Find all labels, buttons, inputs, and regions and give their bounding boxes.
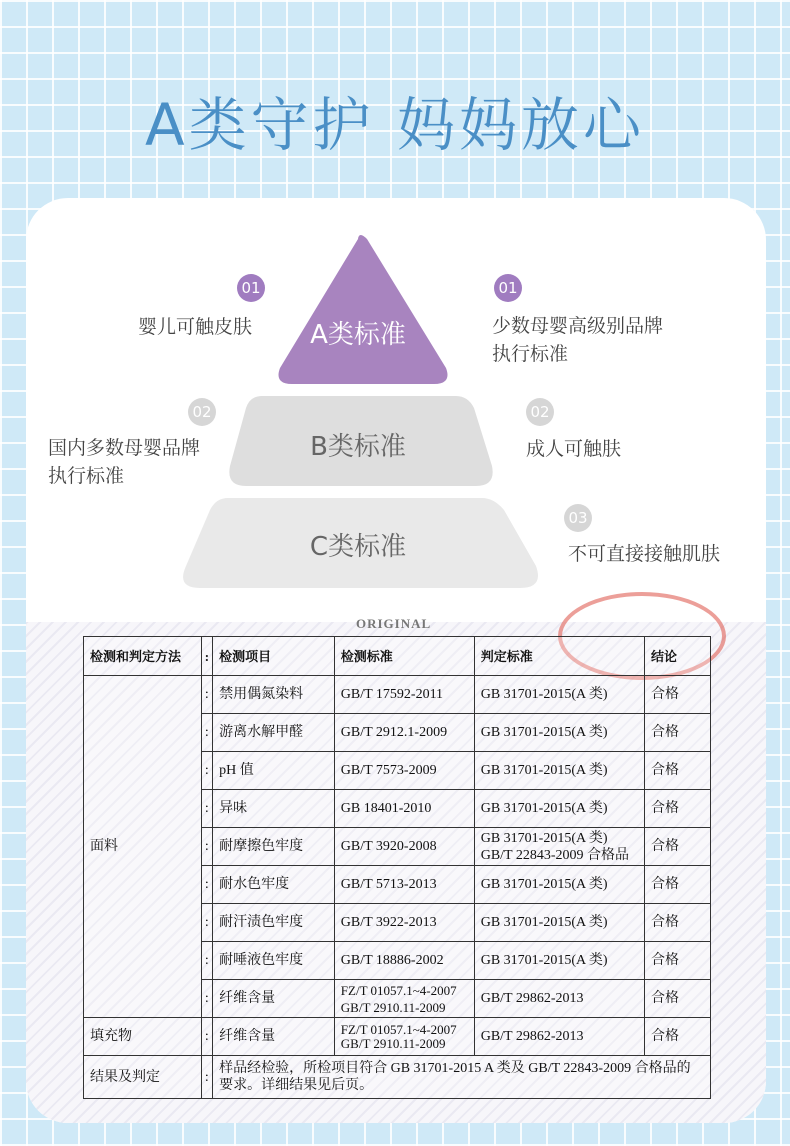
header-conclusion: 结论 (645, 637, 711, 676)
filling-row (84, 1018, 711, 1056)
filling-colon: : (201, 1018, 213, 1056)
row-colon: : (201, 866, 213, 904)
result-text: 样品经检验，所检项目符合 GB 31701-2015 A 类及 GB/T 22843-2009 合格品的要求。详细结果见后页。 (213, 1056, 711, 1099)
header-item: 检测项目 (213, 637, 335, 676)
right-badge-01: 01 (494, 274, 522, 302)
row-test-standard: GB/T 17592-2011 (334, 676, 474, 714)
filling-test: FZ/T 01057.1~4-2007 GB/T 2910.11-2009 (334, 1018, 474, 1056)
row-test-standard: FZ/T 01057.1~4-2007 GB/T 2910.11-2009 (334, 980, 474, 1018)
row-colon: : (201, 942, 213, 980)
standard-card (26, 198, 766, 1123)
row-test-standard: GB/T 2912.1-2009 (334, 714, 474, 752)
filling-item: 纤维含量 (213, 1018, 335, 1056)
row-item: 纤维含量 (213, 980, 335, 1018)
row-result: 合格 (645, 714, 711, 752)
filling-label: 填充物 (84, 1018, 202, 1056)
page-headline: A类守护 妈妈放心 (144, 91, 646, 159)
row-colon: : (201, 828, 213, 866)
filling-result: 合格 (645, 1018, 711, 1056)
result-label: 结果及判定 (84, 1056, 202, 1099)
row-test-standard: GB/T 3922-2013 (334, 904, 474, 942)
original-watermark: ORIGINAL (356, 616, 432, 631)
row-judge-standard: GB 31701-2015(A 类) (474, 904, 644, 942)
row-judge-standard: GB 31701-2015(A 类) (474, 714, 644, 752)
right-desc-03: 不可直接接触肌肤 (568, 543, 721, 565)
tier-a-shape (279, 235, 448, 384)
result-row (84, 1056, 711, 1099)
row-item: 耐水色牢度 (213, 866, 335, 904)
row-test-standard: GB 18401-2010 (334, 790, 474, 828)
row-item: 耐唾液色牢度 (213, 942, 335, 980)
row-result: 合格 (645, 904, 711, 942)
row-colon: : (201, 904, 213, 942)
row-judge-standard: GB/T 29862-2013 (474, 980, 644, 1018)
row-judge-standard: GB 31701-2015(A 类) (474, 866, 644, 904)
row-test-standard: GB/T 3920-2008 (334, 828, 474, 866)
row-colon: : (201, 790, 213, 828)
header-test-standard: 检测标准 (334, 637, 474, 676)
header-method: 检测和判定方法 (84, 637, 202, 676)
row-result: 合格 (645, 980, 711, 1018)
row-item: 耐摩擦色牢度 (213, 828, 335, 866)
header-colon: : (201, 637, 213, 676)
filling-judge: GB/T 29862-2013 (474, 1018, 644, 1056)
row-judge-standard: GB 31701-2015(A 类) (474, 676, 644, 714)
header-judge-standard: 判定标准 (474, 637, 644, 676)
table-header-row (84, 637, 711, 676)
row-result: 合格 (645, 752, 711, 790)
right-desc-01: 少数母婴高级别品牌 执行标准 (492, 315, 664, 365)
right-badge-03: 03 (564, 504, 592, 532)
fabric-label: 面料 (84, 676, 202, 1018)
certificate-table (83, 636, 711, 1099)
tier-c-label: C类标准 (309, 532, 407, 562)
row-item: 游离水解甲醛 (213, 714, 335, 752)
row-result: 合格 (645, 828, 711, 866)
left-desc-02: 国内多数母婴品牌 执行标准 (48, 437, 201, 487)
right-desc-02: 成人可触肤 (526, 438, 622, 460)
row-result: 合格 (645, 866, 711, 904)
row-test-standard: GB/T 18886-2002 (334, 942, 474, 980)
row-test-standard: GB/T 7573-2009 (334, 752, 474, 790)
table-row (84, 676, 711, 714)
row-result: 合格 (645, 942, 711, 980)
tier-b-label: B类标准 (310, 432, 406, 462)
row-colon: : (201, 980, 213, 1018)
row-judge-standard: GB 31701-2015(A 类) (474, 942, 644, 980)
row-result: 合格 (645, 676, 711, 714)
row-judge-standard: GB 31701-2015(A 类) (474, 790, 644, 828)
row-result: 合格 (645, 790, 711, 828)
row-item: 异味 (213, 790, 335, 828)
row-colon: : (201, 714, 213, 752)
result-colon: : (201, 1056, 213, 1099)
row-colon: : (201, 752, 213, 790)
row-colon: : (201, 676, 213, 714)
row-item: pH 值 (213, 752, 335, 790)
row-item: 耐汗渍色牢度 (213, 904, 335, 942)
tier-a-label: A类标准 (310, 320, 406, 350)
fabric-rows (84, 676, 711, 1018)
row-judge-standard: GB 31701-2015(A 类) GB/T 22843-2009 合格品 (474, 828, 644, 866)
row-item: 禁用偶氮染料 (213, 676, 335, 714)
right-badge-02: 02 (526, 398, 554, 426)
test-certificate (26, 616, 766, 1123)
row-judge-standard: GB 31701-2015(A 类) (474, 752, 644, 790)
left-badge-02: 02 (188, 398, 216, 426)
row-test-standard: GB/T 5713-2013 (334, 866, 474, 904)
left-badge-01: 01 (237, 274, 265, 302)
left-desc-01: 婴儿可触皮肤 (138, 316, 253, 338)
